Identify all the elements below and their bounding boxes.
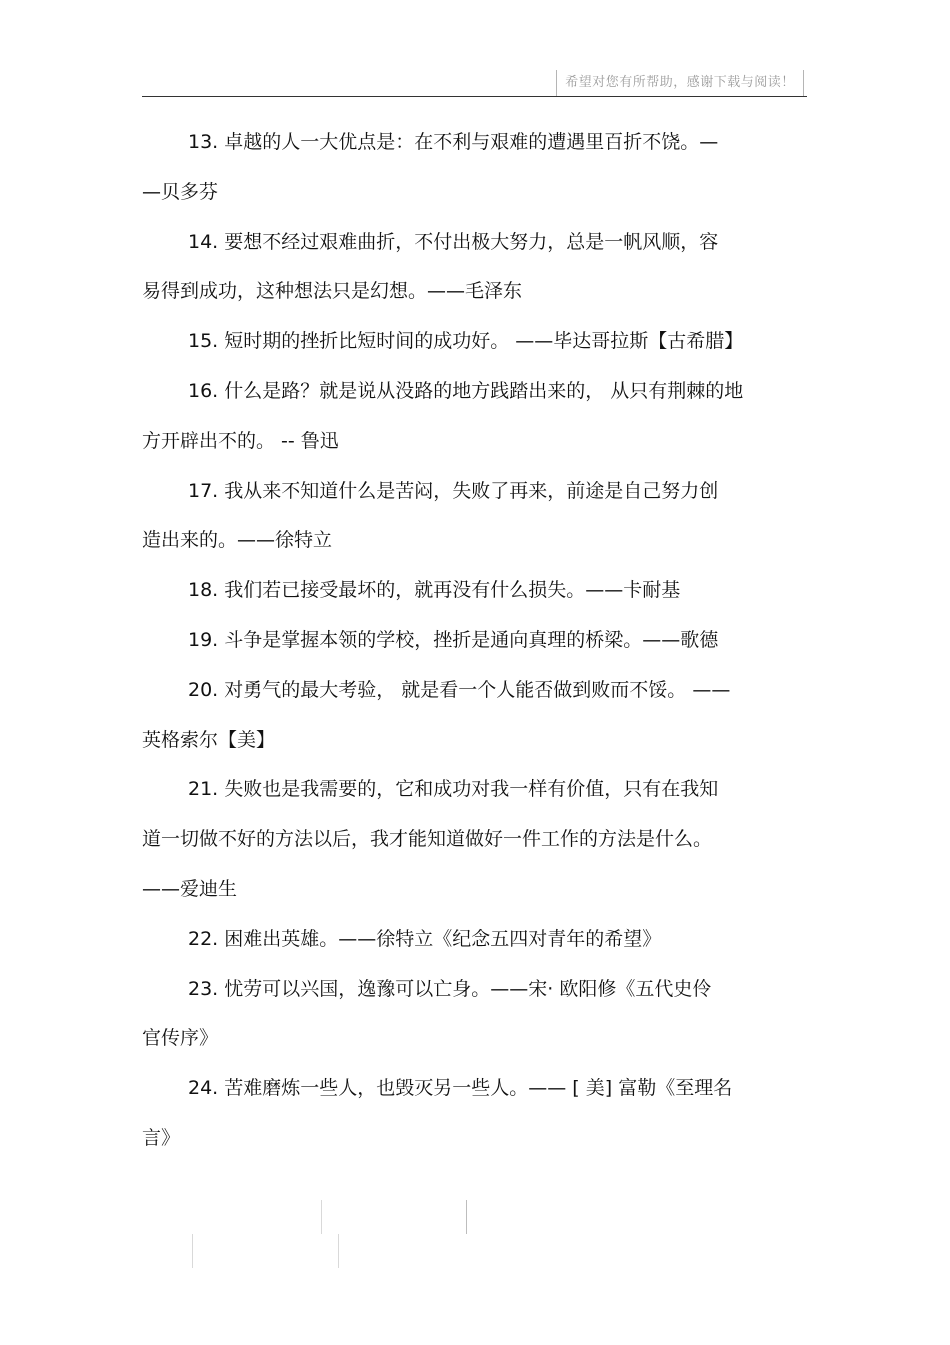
quote-line: 22. 困难出英雄。——徐特立《纪念五四对青年的希望》 (188, 927, 662, 950)
quote-line: 方开辟出不的。 -- 鲁迅 (142, 429, 339, 452)
quote-line: 20. 对勇气的最大考验， 就是看一个人能否做到败而不馁。 —— (188, 678, 731, 701)
quote-19 (142, 616, 807, 666)
quote-line: —贝多芬 (142, 180, 219, 203)
quote-line: 24. 苦难磨炼一些人，也毁灭另一些人。—— [ 美] 富勒《至理名 (188, 1077, 733, 1100)
quote-line: 23. 忧劳可以兴国，逸豫可以亡身。——宋· 欧阳修《五代史伶 (188, 977, 712, 1000)
quote-20 (142, 666, 807, 766)
quote-15 (142, 317, 807, 367)
quote-line: 18. 我们若已接受最坏的，就再没有什么损失。——卡耐基 (188, 579, 681, 602)
scan-mark (338, 1234, 339, 1268)
quote-24 (142, 1064, 807, 1164)
quote-line: 17. 我从来不知道什么是苦闷，失败了再来，前途是自己努力创 (188, 479, 719, 502)
quote-23 (142, 965, 807, 1065)
quote-line: 16. 什么是路？就是说从没路的地方践踏出来的， 从只有荆棘的地 (188, 379, 744, 402)
quote-line: 英格索尔【美】 (142, 728, 276, 751)
quote-21 (142, 765, 807, 914)
quote-line: 造出来的。——徐特立 (142, 529, 333, 552)
quote-16 (142, 367, 807, 467)
quote-line: 言》 (142, 1126, 181, 1149)
quote-line: ——爱迪生 (142, 877, 238, 900)
quote-line: 13. 卓越的人一大优点是：在不利与艰难的遭遇里百折不饶。— (188, 131, 719, 153)
quote-line: 道一切做不好的方法以后，我才能知道做好一件工作的方法是什么。 (142, 828, 713, 851)
quote-line: 19. 斗争是掌握本领的学校，挫折是通向真理的桥梁。——歌德 (188, 628, 719, 651)
scan-mark (321, 1200, 322, 1234)
quote-18 (142, 566, 807, 616)
header-rule (142, 96, 807, 97)
quote-line: 21. 失败也是我需要的，它和成功对我一样有价值，只有在我知 (188, 778, 719, 801)
scan-mark (466, 1200, 467, 1234)
header-note: 希望对您有所帮助，感谢下载与阅读！ (556, 70, 804, 96)
quote-17 (142, 467, 807, 567)
quote-13 (142, 118, 807, 218)
quote-14 (142, 218, 807, 318)
quote-line: 官传序》 (142, 1027, 219, 1050)
quote-line: 14. 要想不经过艰难曲折，不付出极大努力，总是一帆风顺，容 (188, 230, 719, 253)
quote-22 (142, 915, 807, 965)
quote-list (142, 118, 807, 1164)
scan-mark (192, 1234, 193, 1268)
quote-line: 易得到成功，这种想法只是幻想。——毛泽东 (142, 280, 523, 303)
quote-line: 15. 短时期的挫折比短时间的成功好。 ——毕达哥拉斯【古希腊】 (188, 330, 744, 353)
